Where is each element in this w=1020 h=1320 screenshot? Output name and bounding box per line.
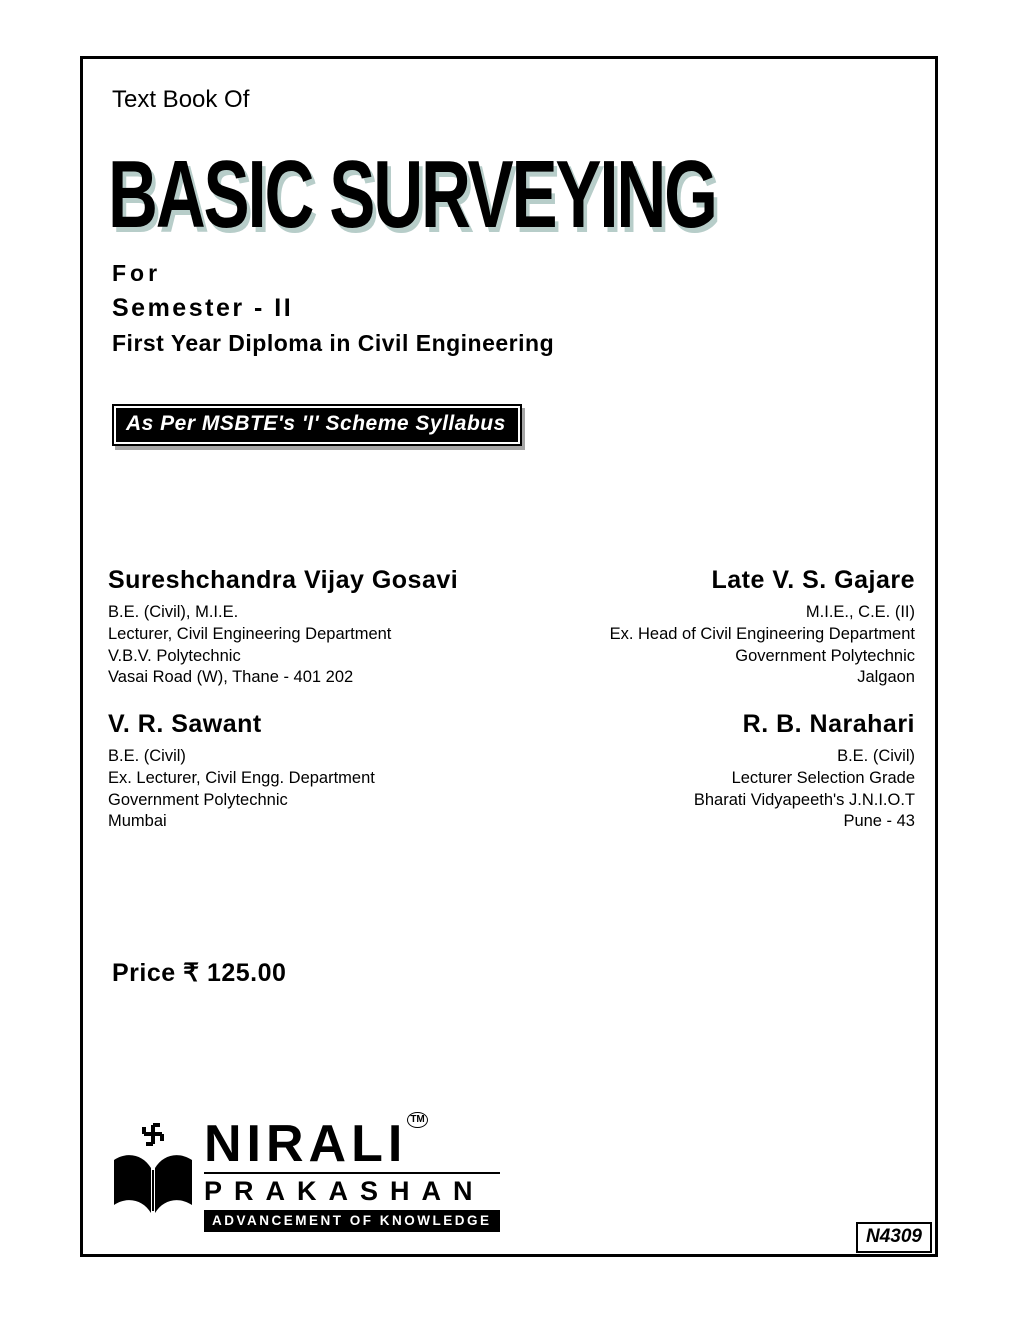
publisher-text-block	[204, 1114, 500, 1232]
author-detail: Lecturer Selection Grade	[731, 768, 915, 787]
author-block-gajare	[475, 566, 915, 689]
syllabus-badge-text: As Per MSBTE's 'I' Scheme Syllabus	[116, 408, 518, 442]
author-name: R. B. Narahari	[742, 710, 915, 738]
author-block-narahari	[475, 710, 915, 833]
author-detail: B.E. (Civil)	[108, 747, 186, 765]
author-detail: V.B.V. Polytechnic	[108, 646, 241, 665]
publisher-tagline: ADVANCEMENT OF KNOWLEDGE	[204, 1210, 500, 1232]
book-title: BASIC SURVEYING	[108, 141, 716, 248]
author-detail: Bharati Vidyapeeth's J.N.I.O.T	[693, 790, 915, 809]
trademark-mark: TM	[407, 1112, 427, 1128]
author-detail: B.E. (Civil), M.I.E.	[108, 603, 239, 621]
author-detail: Pune - 43	[843, 812, 915, 831]
author-name: V. R. Sawant	[108, 710, 262, 738]
course-label: First Year Diploma in Civil Engineering	[112, 330, 555, 356]
author-detail: B.E. (Civil)	[837, 747, 915, 765]
publisher-logo	[108, 1114, 500, 1232]
author-detail: Mumbai	[108, 812, 167, 831]
semester-label: Semester - II	[112, 294, 294, 322]
nirali-logo-icon	[108, 1118, 198, 1218]
publisher-subname: PRAKASHAN	[204, 1176, 485, 1206]
kicker-text: Text Book Of	[112, 86, 250, 113]
author-detail: M.I.E., C.E. (II)	[805, 603, 915, 621]
author-detail: Government Polytechnic	[735, 646, 915, 665]
author-name: Sureshchandra Vijay Gosavi	[108, 566, 459, 594]
author-detail: Ex. Lecturer, Civil Engg. Department	[108, 768, 375, 787]
author-detail: Vasai Road (W), Thane - 401 202	[108, 668, 354, 687]
for-label: For	[112, 260, 162, 286]
book-code-badge: N4309	[856, 1222, 932, 1253]
price-label: Price ₹ 125.00	[112, 959, 287, 987]
author-detail: Jalgaon	[857, 668, 915, 687]
syllabus-badge	[112, 404, 522, 446]
author-detail: Ex. Head of Civil Engineering Department	[609, 624, 915, 643]
author-name: Late V. S. Gajare	[711, 566, 915, 594]
publisher-name: NIRALI TM	[204, 1118, 500, 1174]
author-detail: Government Polytechnic	[108, 790, 288, 809]
author-detail: Lecturer, Civil Engineering Department	[108, 624, 392, 643]
